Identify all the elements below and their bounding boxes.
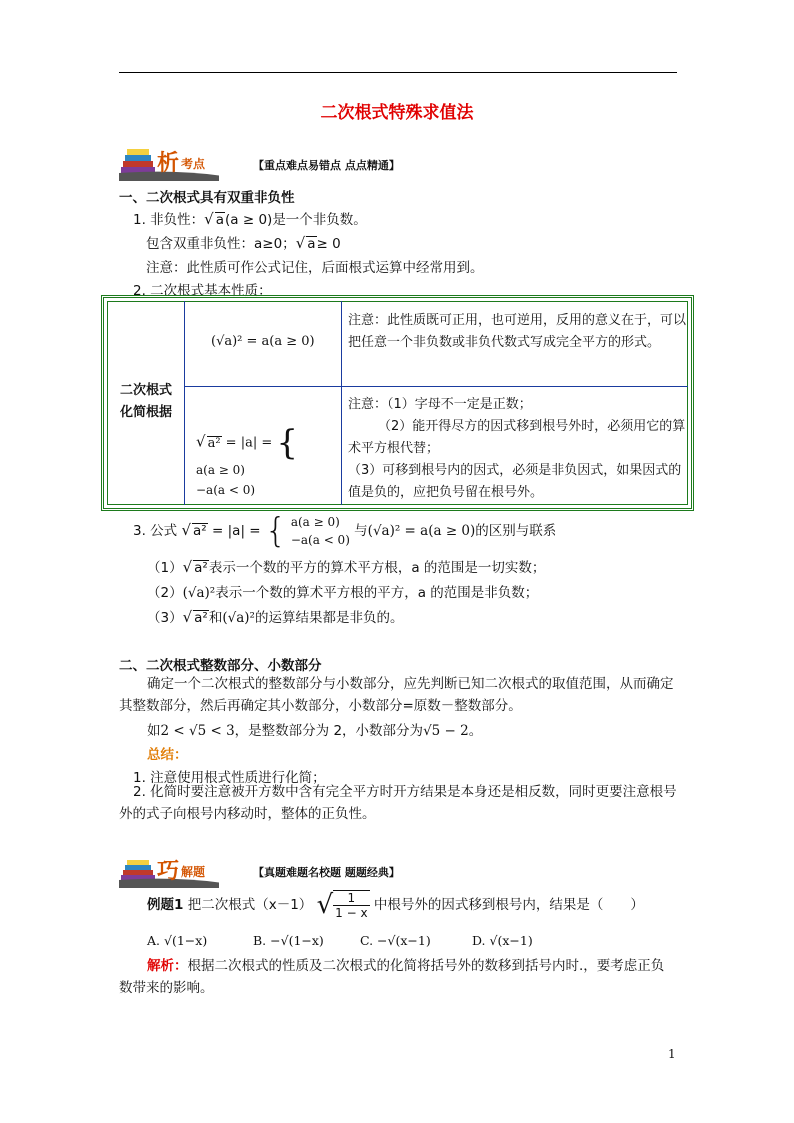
sub3-label: （3） xyxy=(147,610,183,626)
line2-text: 包含双重非负性：a≥0； xyxy=(146,236,296,252)
sqrt-a2: a² xyxy=(194,610,208,626)
item3-and: 与 xyxy=(354,523,368,539)
svg-text:考点: 考点 xyxy=(181,157,206,171)
item1-text: 是一个非负数。 xyxy=(272,212,367,228)
example-ineq: 2 < √5 < 3 xyxy=(160,723,235,739)
brace-icon: { xyxy=(276,423,299,463)
item2: 2. 二次根式基本性质： xyxy=(133,283,272,299)
example-pre: 如 xyxy=(147,723,161,739)
sub1 xyxy=(147,556,545,576)
sub2-text: 表示一个数的算术平方根的平方，a 的范围是非负数； xyxy=(215,585,539,601)
sub2-label: （2） xyxy=(147,585,183,601)
books-logo-icon xyxy=(119,143,219,181)
row2-cases xyxy=(196,460,255,500)
table-row2-formula xyxy=(196,423,336,500)
section2-heading: 二、二次根式整数部分、小数部分 xyxy=(119,658,322,674)
brace-icon: { xyxy=(264,511,287,551)
table-row1-note: 注意：此性质既可正用，也可逆用，反用的意义在于，可以把任意一个非负数或非负代数式写成完全平方的形式。 xyxy=(348,313,687,350)
item3-tail: 的区别与联系 xyxy=(475,523,557,539)
option-letter: C. xyxy=(359,933,374,948)
option-letter: D. xyxy=(471,933,486,948)
section2-para1: 确定一个二次根式的整数部分与小数部分，应先判断已知二次根式的取值范围，从而确定其整数部分，然后再确定其小数部分，小数部分=原数－整数部分。 xyxy=(119,676,674,714)
analysis-text: 根据二次根式的性质及二次根式的化简将括号外的数移到括号内时.，要考虑正负数带来的影响。 xyxy=(119,958,665,996)
line2-expr: a xyxy=(307,236,316,252)
table-divider xyxy=(184,301,185,505)
sqrt-icon: √ xyxy=(182,558,193,576)
example1-options xyxy=(147,933,562,948)
sub3-expr: (√a)² xyxy=(222,610,255,626)
sqrt-a2: a² xyxy=(194,560,208,576)
option-a xyxy=(147,933,249,948)
sub1-text: 表示一个数的平方的算术平方根，a 的范围是一切实数； xyxy=(208,560,546,576)
option-letter: A. xyxy=(147,933,161,948)
header-rule xyxy=(119,72,677,73)
sub3-and: 和 xyxy=(208,610,223,626)
example1-label: 例题1 xyxy=(147,897,184,913)
analysis xyxy=(119,955,677,999)
option-expr: √(x−1) xyxy=(489,933,533,948)
item3-case2: −a(a < 0) xyxy=(290,533,350,547)
line2-tail: ≥ 0 xyxy=(316,236,341,252)
banner-analysis xyxy=(119,143,449,183)
sub2-expr: (√a)² xyxy=(182,585,216,601)
section1-heading: 一、二次根式具有双重非负性 xyxy=(119,190,295,206)
option-b xyxy=(253,933,356,948)
item3-label: 3. 公式 xyxy=(133,523,178,539)
example1-fraction xyxy=(333,890,369,920)
option-expr: −√(1−x) xyxy=(270,933,324,948)
page-number: 1 xyxy=(668,1047,676,1061)
option-d xyxy=(472,933,562,948)
table-left-header: 二次根式化简根据 xyxy=(119,383,172,420)
banner-tag: 【真题难题名校题 题题经典】 xyxy=(253,866,400,879)
option-letter: B. xyxy=(252,933,267,948)
example-frac: √5 − 2 xyxy=(423,723,469,739)
sqrt-icon: √ xyxy=(182,608,193,626)
sqrt-icon: √ xyxy=(204,210,214,228)
properties-table xyxy=(101,295,694,511)
analysis-label: 解析： xyxy=(147,958,188,974)
option-c xyxy=(360,933,468,948)
books-logo-icon xyxy=(119,850,219,888)
sub3-text: 的运算结果都是非负的。 xyxy=(254,610,404,626)
table-divider xyxy=(184,386,688,387)
sqrt-icon: √ xyxy=(295,234,306,252)
row2-note3: （3）可移到根号内的因式，必须是非负因式，如果因式的值是负的，应把负号留在根号外。 xyxy=(348,463,682,500)
example-mid: ，是整数部分为 2，小数部分为 xyxy=(234,723,424,739)
sub3 xyxy=(147,606,403,626)
svg-text:解题: 解题 xyxy=(181,865,206,879)
summary1: 1. 注意使用根式性质进行化简； xyxy=(133,770,326,786)
item1-expr: a xyxy=(215,212,225,228)
table-divider xyxy=(341,301,342,505)
svg-text:析: 析 xyxy=(157,151,180,176)
item3-mid: = |a| = xyxy=(212,523,261,539)
sqrt-a2: a² xyxy=(193,523,207,539)
section2-example xyxy=(147,719,482,739)
item1-note: 注意：此性质可作公式记住，后面根式运算中经常用到。 xyxy=(146,260,484,276)
row2-formula-left: = |a| = xyxy=(225,435,273,451)
example-end: 。 xyxy=(468,723,483,739)
summary2: 2. 化简时要注意被开方数中含有完全平方时开方结果是本身还是相反数，同时更要注意根号外的式子向根号内移动时，整体的正负性。 xyxy=(119,784,677,822)
sub2 xyxy=(147,581,538,601)
option-expr: −√(x−1) xyxy=(377,933,431,948)
frac-numerator: 1 xyxy=(333,891,369,906)
banner-tag: 【重点难点易错点 点点精通】 xyxy=(253,159,400,172)
item3-case1: a(a ≥ 0) xyxy=(290,515,340,529)
page-title: 二次根式特殊求值法 xyxy=(320,103,474,123)
sqrt-icon: √ xyxy=(181,521,192,539)
table-row2-notes xyxy=(348,394,688,504)
item1-label: 1. 非负性： xyxy=(133,212,205,228)
sub1-label: （1） xyxy=(147,560,183,576)
option-expr: √(1−x) xyxy=(164,933,208,948)
row2-case1: a(a ≥ 0) xyxy=(196,463,245,477)
row2-note2: （2）能开得尽方的因式移到根号外时，必须用它的算术平方根代替； xyxy=(348,419,686,456)
item3-formula: (√a)² = a(a ≥ 0) xyxy=(367,523,476,539)
svg-text:巧: 巧 xyxy=(157,859,180,884)
example1-text-pre: 把二次根式（x－1） xyxy=(187,897,313,913)
item1 xyxy=(133,208,367,228)
sqrt-icon: √ xyxy=(316,890,334,920)
sqrt-icon: √ xyxy=(196,432,206,451)
row2-note1: 注意：（1）字母不一定是正数； xyxy=(348,397,532,412)
example1-text-post: 中根号外的因式移到根号内，结果是（ ） xyxy=(373,897,644,913)
item3 xyxy=(133,513,556,549)
item3-cases xyxy=(291,513,350,549)
banner-solve xyxy=(119,850,449,890)
example1 xyxy=(147,890,644,920)
item1-cond: (a ≥ 0) xyxy=(225,212,273,228)
item1-line2 xyxy=(146,232,341,252)
frac-denominator: 1 − x xyxy=(335,906,368,920)
sqrt-a2: a² xyxy=(207,435,221,451)
table-row1-formula: (√a)² = a(a ≥ 0) xyxy=(211,334,315,349)
summary-label: 总结： xyxy=(147,747,188,763)
row2-case2: −a(a < 0) xyxy=(196,483,256,497)
